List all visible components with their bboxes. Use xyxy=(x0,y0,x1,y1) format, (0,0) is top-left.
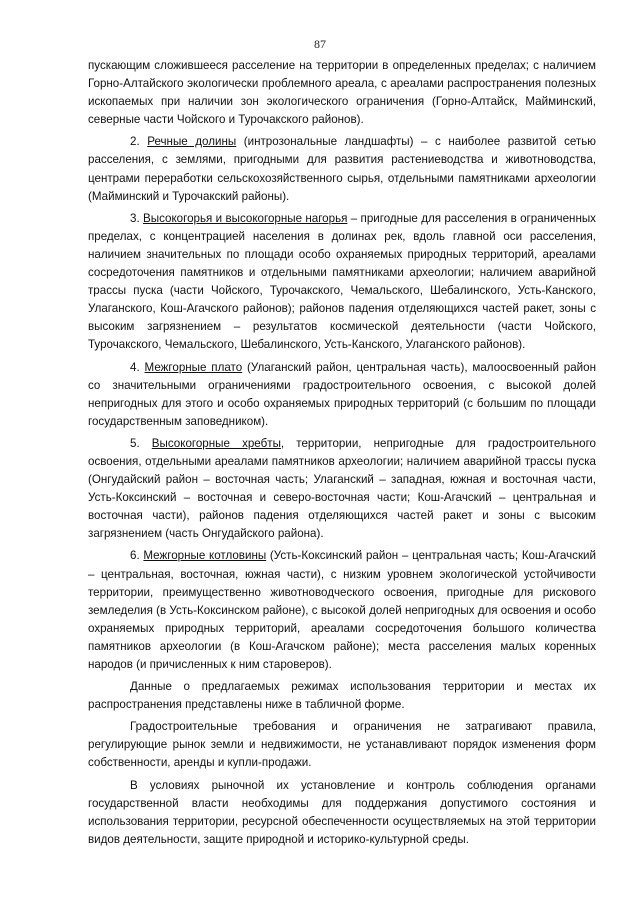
list-number: 2. xyxy=(130,135,140,149)
paragraph-text: пускающим сложившееся расселение на территории в определенных пределах; с наличием Горно-Алтайского экологически проблемного ареала, с ареалами распространения полезных ископаемых при наличии зон экологического ограничения (Горно-Алтайск, Майминский, северные части Чойского и Турочакского районов). xyxy=(88,59,596,127)
list-number: 6. xyxy=(130,549,140,563)
list-number: 5. xyxy=(130,436,140,450)
list-item-highlands xyxy=(88,210,596,355)
list-text: , территории, непригодные для градостроительного освоения, отдельными ареалами памятников археологии; наличием аварийной трассы пуска (Онгудайский район – восточная часть; Улаганский – западная, южная и восточная части, Усть-Коксинский – восточная и северо-восточная части; Кош-Агачский – центральная и восточная части), районов падения отделяющихся частей ракет и зоны с высоким загрязнением (часть Онгудайского района). xyxy=(88,436,596,541)
list-term: Речные долины xyxy=(147,135,237,149)
list-item-river-valleys xyxy=(88,133,596,205)
list-item-high-ridges xyxy=(88,435,596,544)
paragraph-continuation xyxy=(88,57,596,129)
paragraph-text: Градостроительные требования и ограничения не затрагивают правила, регулирующие рынок земли и недвижимости, не устанавливают порядок изменения форм собственности, аренды и купли-продажи. xyxy=(88,720,596,770)
paragraph-table-reference xyxy=(88,678,596,714)
paragraph-market-conditions xyxy=(88,777,596,849)
page-number: 87 xyxy=(314,37,326,51)
list-text: (Усть-Коксинский район – центральная часть; Кош-Агачский – центральная, восточная, южная части), с низким уровнем экологической устойчивости территории, преимущественно животноводческого освоения, пригодные для рискового земледелия (в Усть-Коксинском районе), с высокой долей непригодных для освоения и особо охраняемых природных территорий, ареалами сосредоточения большого количества памятников археологии (в Кош-Агачском районе); места расселения малых коренных народов (и причисленных к ним староверов). xyxy=(88,549,596,671)
list-item-intermountain-basins xyxy=(88,547,596,674)
list-text: – пригодные для расселения в ограниченных пределах, с концентрацией населения в долинах рек, вдоль главной оси расселения, наличием значительных по площади особо охраняемых природных территорий, ареалами сосредоточения памятников и отдельными памятниками археологии; наличием аварийной трассы пуска (части Чойского, Турочакского, Чемальского, Шебалинского, Усть-Канского, Улаганского, Кош-Агачского районов); районов падения отделяющихся частей ракет, зоны с высоким загрязнением – результатов космической деятельности (части Чойского, Турочакского, Чемальского, Шебалинского, Усть-Канского, Улаганского районов). xyxy=(88,211,596,352)
list-text: (интрозональные ландшафты) – с наиболее развитой сетью расселения, с землями, пригодными для развития растениеводства и животноводства, центрами переработки сельскохозяйственного сырья, отдельными памятниками археологии (Майминский и Турочакский районы). xyxy=(88,135,596,203)
document-body xyxy=(88,57,596,853)
list-item-intermountain-plateaus xyxy=(88,359,596,431)
list-term: Межгорные котловины xyxy=(143,549,267,563)
list-number: 3. xyxy=(130,211,140,225)
paragraph-text: В условиях рыночной их установление и контроль соблюдения органами государственной власти необходимы для поддержания допустимого состояния и использования территории, ресурсной обеспеченности осуществляемых на этой территории видов деятельности, защите природной и историко-культурной среды. xyxy=(88,778,596,846)
paragraph-requirements xyxy=(88,718,596,772)
list-term: Высокогорья и высокогорные нагорья xyxy=(143,211,348,225)
list-term: Межгорные плато xyxy=(144,360,243,374)
list-number: 4. xyxy=(130,360,140,374)
list-text: (Улаганский район, центральная часть), малоосвоенный район со значительными ограничениями градостроительного освоения, с высокой долей непригодных для этого и особо охраняемых природных территорий (с большим по площади государственным заповедником). xyxy=(88,360,597,428)
paragraph-text: Данные о предлагаемых режимах использования территории и местах их распространения представлены ниже в табличной форме. xyxy=(88,680,596,712)
list-term: Высокогорные хребты xyxy=(151,436,281,450)
